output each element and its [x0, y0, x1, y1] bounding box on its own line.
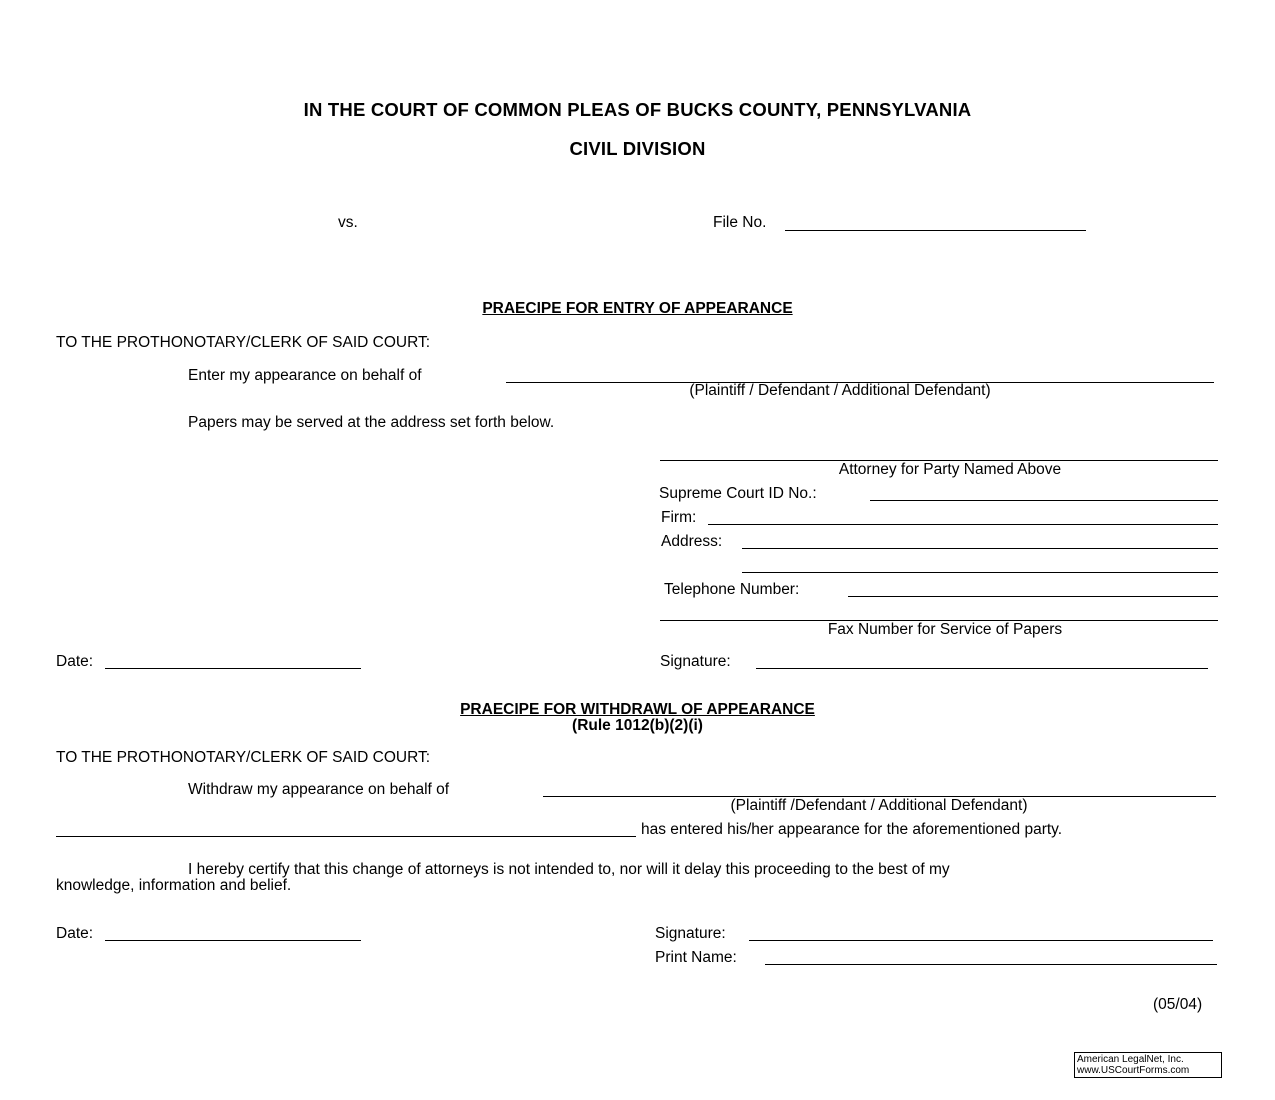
entry-enter-label: Enter my appearance on behalf of [188, 367, 422, 384]
telephone-field[interactable] [848, 596, 1218, 597]
publisher-name: American LegalNet, Inc. [1077, 1054, 1184, 1065]
entered-appearance-text: has entered his/her appearance for the aforementioned party. [641, 821, 1063, 838]
publisher-box [1074, 1052, 1222, 1078]
firm-field[interactable] [708, 524, 1218, 525]
papers-served-text: Papers may be served at the address set forth below. [188, 414, 555, 431]
withdrawal-signature-label: Signature: [655, 925, 726, 942]
supreme-court-id-label: Supreme Court ID No.: [659, 485, 817, 502]
withdrawal-date-label: Date: [56, 925, 94, 942]
certify-text-line-1: I hereby certify that this change of attorneys is not intended to, nor will it delay this proceeding to the best of my [188, 861, 950, 878]
withdraw-party-hint: (Plaintiff /Defendant / Additional Defendant) [730, 797, 1028, 814]
publisher-url: www.USCourtForms.com [1077, 1065, 1190, 1076]
entry-date-label: Date: [56, 653, 94, 670]
certify-text-line-2: knowledge, information and belief. [56, 877, 292, 894]
supreme-court-id-field[interactable] [870, 500, 1218, 501]
entry-date-field[interactable] [105, 668, 361, 669]
entry-to-prothonotary: TO THE PROTHONOTARY/CLERK OF SAID COURT: [56, 334, 431, 351]
address-field-1[interactable] [742, 548, 1218, 549]
withdrawal-title: PRAECIPE FOR WITHDRAWL OF APPEARANCE [460, 701, 815, 718]
attorney-label: Attorney for Party Named Above [838, 461, 1062, 478]
entry-signature-label: Signature: [660, 653, 731, 670]
telephone-label: Telephone Number: [664, 581, 800, 598]
file-no-field[interactable] [785, 230, 1086, 231]
file-no-label: File No. [713, 214, 767, 231]
fax-label: Fax Number for Service of Papers [827, 621, 1063, 638]
withdrawal-date-field[interactable] [105, 940, 361, 941]
print-name-field[interactable] [765, 964, 1217, 965]
court-heading: IN THE COURT OF COMMON PLEAS OF BUCKS COUNTY, PENNSYLVANIA [303, 99, 972, 120]
entry-signature-field[interactable] [756, 668, 1208, 669]
withdrawal-signature-field[interactable] [749, 940, 1213, 941]
vs-label: vs. [338, 214, 358, 231]
withdrawal-to-prothonotary: TO THE PROTHONOTARY/CLERK OF SAID COURT: [56, 749, 431, 766]
print-name-label: Print Name: [655, 949, 737, 966]
entry-title: PRAECIPE FOR ENTRY OF APPEARANCE [482, 300, 793, 317]
address-field-2[interactable] [742, 572, 1218, 573]
withdrawal-rule: (Rule 1012(b)(2)(i) [572, 717, 703, 734]
withdraw-label: Withdraw my appearance on behalf of [188, 781, 450, 798]
division-heading: CIVIL DIVISION [569, 138, 706, 159]
entry-party-hint: (Plaintiff / Defendant / Additional Defendant) [689, 382, 991, 399]
firm-label: Firm: [661, 509, 697, 526]
address-label: Address: [661, 533, 723, 550]
revision-date: (05/04) [1153, 996, 1203, 1013]
new-attorney-field[interactable] [56, 836, 636, 837]
